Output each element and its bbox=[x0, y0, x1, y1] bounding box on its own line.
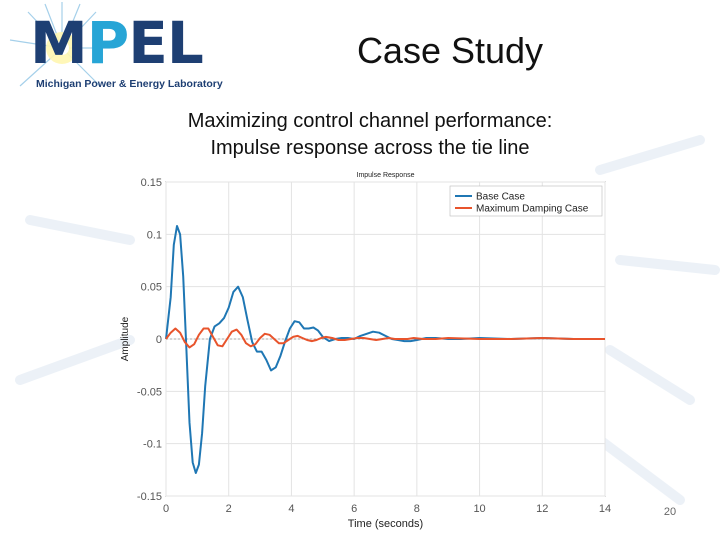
legend-entry: Base Case bbox=[476, 191, 525, 203]
legend-entry: Maximum Damping Case bbox=[476, 203, 589, 215]
x-tick-label: 6 bbox=[351, 503, 358, 515]
y-tick-label: 0.15 bbox=[140, 177, 162, 189]
x-tick-label: 8 bbox=[413, 503, 420, 515]
logo-wordmark: MPEL bbox=[30, 9, 203, 77]
x-tick-label: 12 bbox=[536, 503, 549, 515]
y-axis-label: Amplitude bbox=[120, 316, 131, 362]
x-axis-label: Time (seconds) bbox=[347, 518, 424, 530]
y-tick-label: -0.05 bbox=[136, 386, 162, 399]
x-tick-label: 4 bbox=[288, 503, 295, 515]
x-tick-label: 2 bbox=[225, 503, 232, 515]
y-tick-label: -0.1 bbox=[143, 438, 162, 451]
mpel-logo bbox=[0, 0, 230, 100]
subtitle-line-2: Impulse response across the tie line bbox=[210, 137, 530, 159]
slide-subtitle bbox=[140, 108, 600, 162]
subtitle-line-1: Maximizing control channel performance: bbox=[187, 110, 553, 132]
x-tick-label: 0 bbox=[162, 503, 170, 515]
y-tick-label: 0.05 bbox=[140, 281, 162, 294]
legend bbox=[450, 186, 602, 216]
x-tick-label: 14 bbox=[598, 503, 612, 515]
y-tick-label: -0.15 bbox=[136, 491, 162, 503]
y-tick-label: 0.1 bbox=[146, 229, 162, 242]
page-number: 20 bbox=[663, 506, 677, 518]
impulse-response-chart bbox=[110, 165, 620, 530]
logo-subtitle: Michigan Power & Energy Laboratory bbox=[36, 78, 223, 90]
y-tick-label: 0 bbox=[155, 334, 162, 346]
slide-title: Case Study bbox=[356, 30, 544, 71]
x-tick-label: 10 bbox=[473, 503, 486, 515]
chart-title: Impulse Response bbox=[356, 172, 415, 179]
